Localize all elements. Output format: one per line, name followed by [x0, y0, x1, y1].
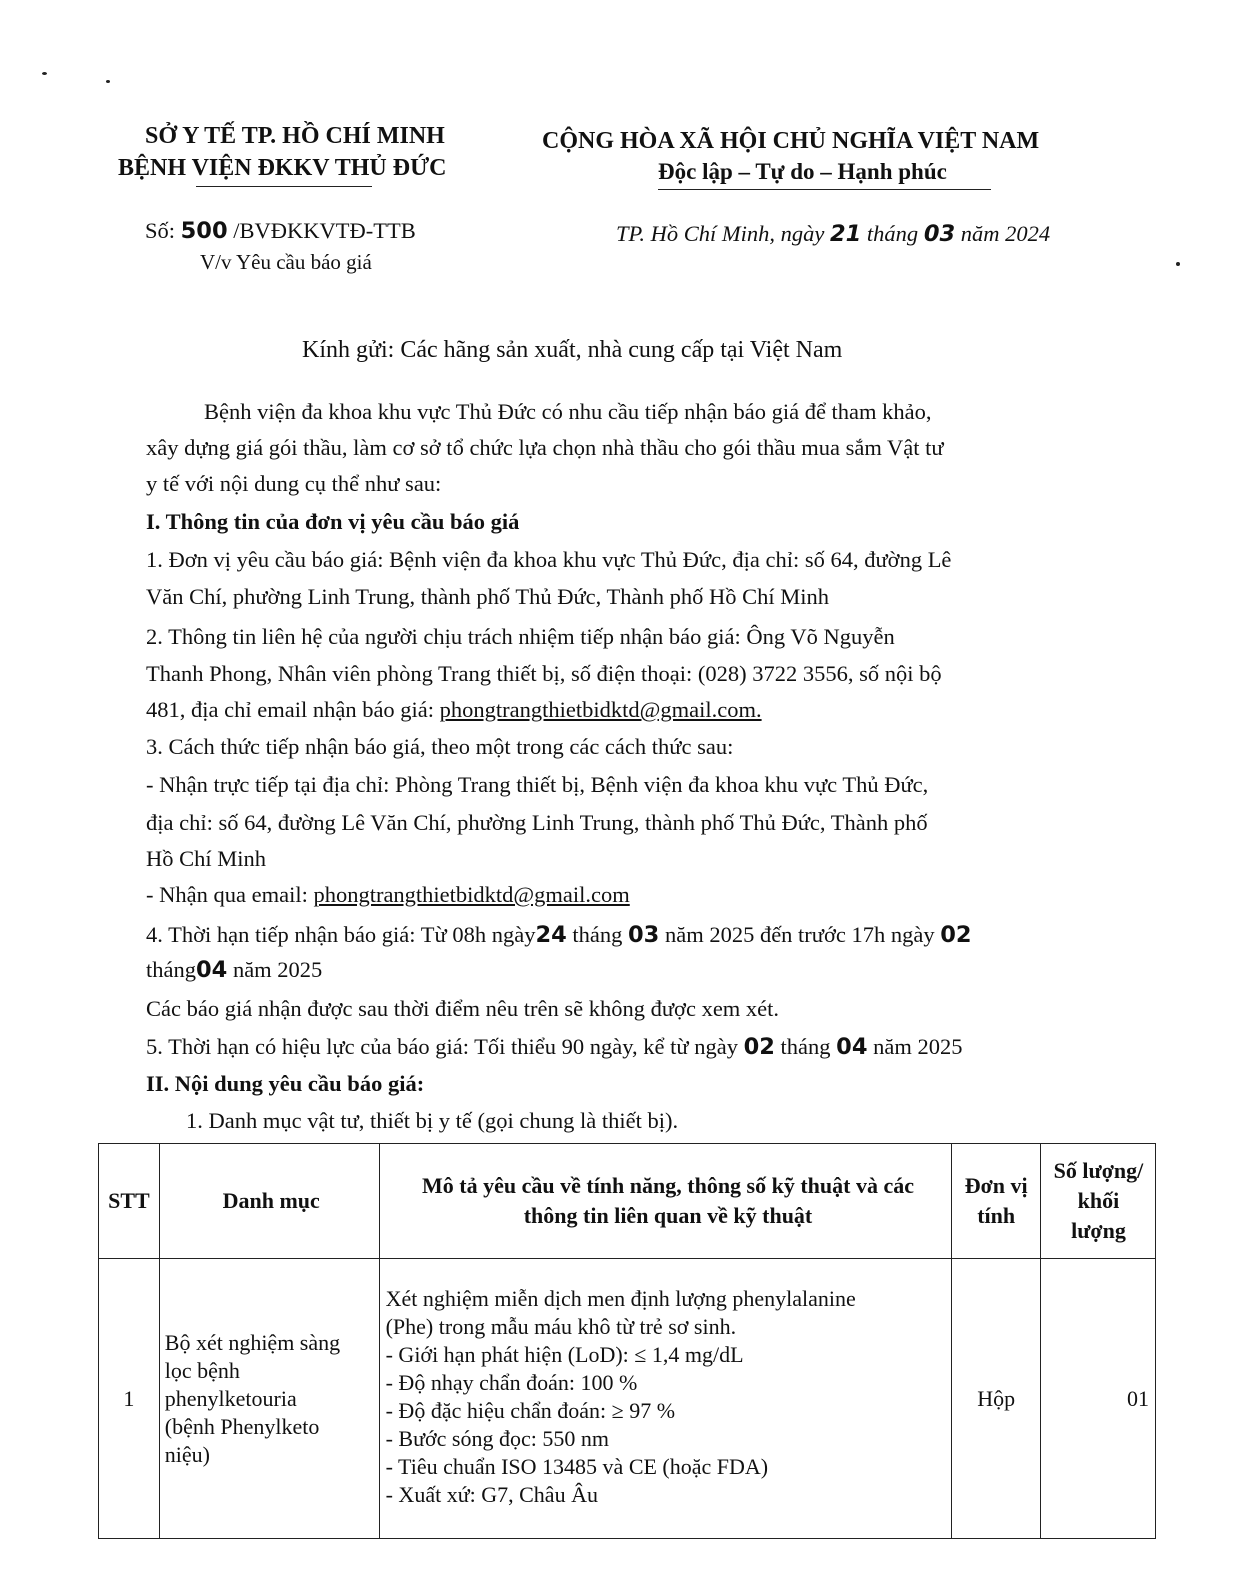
item4-line2: tháng04 năm 2025 [146, 957, 323, 983]
item3-line4: Hồ Chí Minh [146, 846, 267, 871]
nation-line2: Độc lập – Tự do – Hạnh phúc [658, 159, 947, 184]
item3-line3: địa chỉ: số 64, đường Lê Văn Chí, phường Linh Trung, thành phố Thủ Đức, Thành phố [146, 810, 928, 835]
section2-heading: II. Nội dung yêu cầu báo giá: [146, 1071, 425, 1096]
date-line: TP. Hồ Chí Minh, ngày 21 tháng 03 năm 2024 [616, 221, 1051, 247]
equipment-table [98, 1143, 1156, 1539]
row-category: Bộ xét nghiệm sàng lọc bệnh phenylketouria (bệnh Phenylketo niệu) [159, 1259, 379, 1539]
item1-line1: 1. Đơn vị yêu cầu báo giá: Bệnh viện đa khoa khu vực Thủ Đức, địa chỉ: số 64, đường Lê [146, 547, 952, 572]
header-unit: Đơn vị tính [952, 1144, 1041, 1259]
quote-email-link[interactable]: phongtrangthietbidktd@gmail.com. [439, 697, 762, 722]
item2-line2: Thanh Phong, Nhân viên phòng Trang thiết bị, số điện thoại: (028) 3722 3556, số nội bộ [146, 661, 942, 686]
header-category: Danh mục [159, 1144, 379, 1259]
greeting: Kính gửi: Các hãng sản xuất, nhà cung cấp tại Việt Nam [302, 337, 843, 363]
handwritten-month: 04 [196, 957, 228, 983]
item3-line1: 3. Cách thức tiếp nhận báo giá, theo một trong các cách thức sau: [146, 734, 734, 759]
item5-line: 5. Thời hạn có hiệu lực của báo giá: Tối thiểu 90 ngày, kể từ ngày 02 tháng 04 năm 2025 [146, 1034, 963, 1060]
handwritten-day: 02 [940, 922, 972, 948]
row-quantity: 01 [1040, 1259, 1155, 1539]
org-name-line1: SỞ Y TẾ TP. HỒ CHÍ MINH [145, 123, 445, 149]
intro-line-3: y tế với nội dung cụ thể như sau: [146, 471, 442, 496]
handwritten-day: 02 [743, 1034, 775, 1060]
handwritten-number: 500 [180, 218, 228, 244]
org-name-line2: BỆNH VIỆN ĐKKV THỦ ĐỨC [118, 155, 447, 181]
handwritten-month: 04 [836, 1034, 868, 1060]
org-underline [196, 186, 372, 187]
scan-speck [42, 72, 47, 75]
item1-line2: Văn Chí, phường Linh Trung, thành phố Thủ Đức, Thành phố Hồ Chí Minh [146, 584, 829, 609]
handwritten-month: 03 [628, 922, 660, 948]
intro-line-2: xây dựng giá gói thầu, làm cơ sở tổ chức lựa chọn nhà thầu cho gói thầu mua sắm Vật tư [146, 435, 944, 460]
nation-line1: CỘNG HÒA XÃ HỘI CHỦ NGHĨA VIỆT NAM [542, 128, 1040, 154]
subject-line: V/v Yêu cầu báo giá [200, 250, 372, 274]
table-row [99, 1259, 1156, 1539]
item4-line1: 4. Thời hạn tiếp nhận báo giá: Từ 08h ngày24 tháng 03 năm 2025 đến trước 17h ngày 02 [146, 922, 972, 948]
row-unit: Hộp [952, 1259, 1041, 1539]
late-note: Các báo giá nhận được sau thời điểm nêu trên sẽ không được xem xét. [146, 996, 780, 1021]
item2-line1: 2. Thông tin liên hệ của người chịu trách nhiệm tiếp nhận báo giá: Ông Võ Nguyễn [146, 624, 895, 649]
receipt-email-link[interactable]: phongtrangthietbidktd@gmail.com [313, 882, 630, 907]
document-number: Số: 500 /BVĐKKVTĐ-TTB [145, 218, 416, 244]
handwritten-day: 21 [829, 221, 862, 247]
handwritten-day: 24 [535, 922, 567, 948]
email-receipt-line: - Nhận qua email: phongtrangthietbidktd@gmail.com [146, 882, 630, 907]
header-description: Mô tả yêu cầu về tính năng, thông số kỹ thuật và các thông tin liên quan về kỹ thuật [379, 1144, 952, 1259]
row-stt: 1 [99, 1259, 160, 1539]
header-quantity: Số lượng/ khối lượng [1040, 1144, 1155, 1259]
scan-speck [1176, 262, 1180, 266]
table-header-row [99, 1144, 1156, 1259]
item2-line3: 481, địa chỉ email nhận báo giá: phongtrangthietbidktd@gmail.com. [146, 697, 762, 722]
nation-underline [658, 189, 991, 190]
section1-heading: I. Thông tin của đơn vị yêu cầu báo giá [146, 509, 520, 534]
row-specifications: Xét nghiệm miễn dịch men định lượng phenylalanine (Phe) trong mẫu máu khô từ trẻ sơ sinh. - Giới hạn phát hiện (LoD): ≤ 1,4 mg/dL - Độ nhạy chẩn đoán: 100 % - Độ đặc hiệu chẩn đoán: ≥ 97 % - Bước sóng đọc: 550 nm - Tiêu chuẩn ISO 13485 và CE (hoặc FDA) - Xuất xứ: G7, Châu Âu [379, 1259, 952, 1539]
header-stt: STT [99, 1144, 160, 1259]
scan-speck [106, 80, 110, 83]
handwritten-month: 03 [923, 221, 956, 247]
intro-line-1: Bệnh viện đa khoa khu vực Thủ Đức có nhu cầu tiếp nhận báo giá để tham khảo, [204, 399, 932, 424]
item3-line2: - Nhận trực tiếp tại địa chỉ: Phòng Trang thiết bị, Bệnh viện đa khoa khu vực Thủ Đức, [146, 772, 929, 797]
section2-sub1: 1. Danh mục vật tư, thiết bị y tế (gọi chung là thiết bị). [186, 1108, 679, 1133]
